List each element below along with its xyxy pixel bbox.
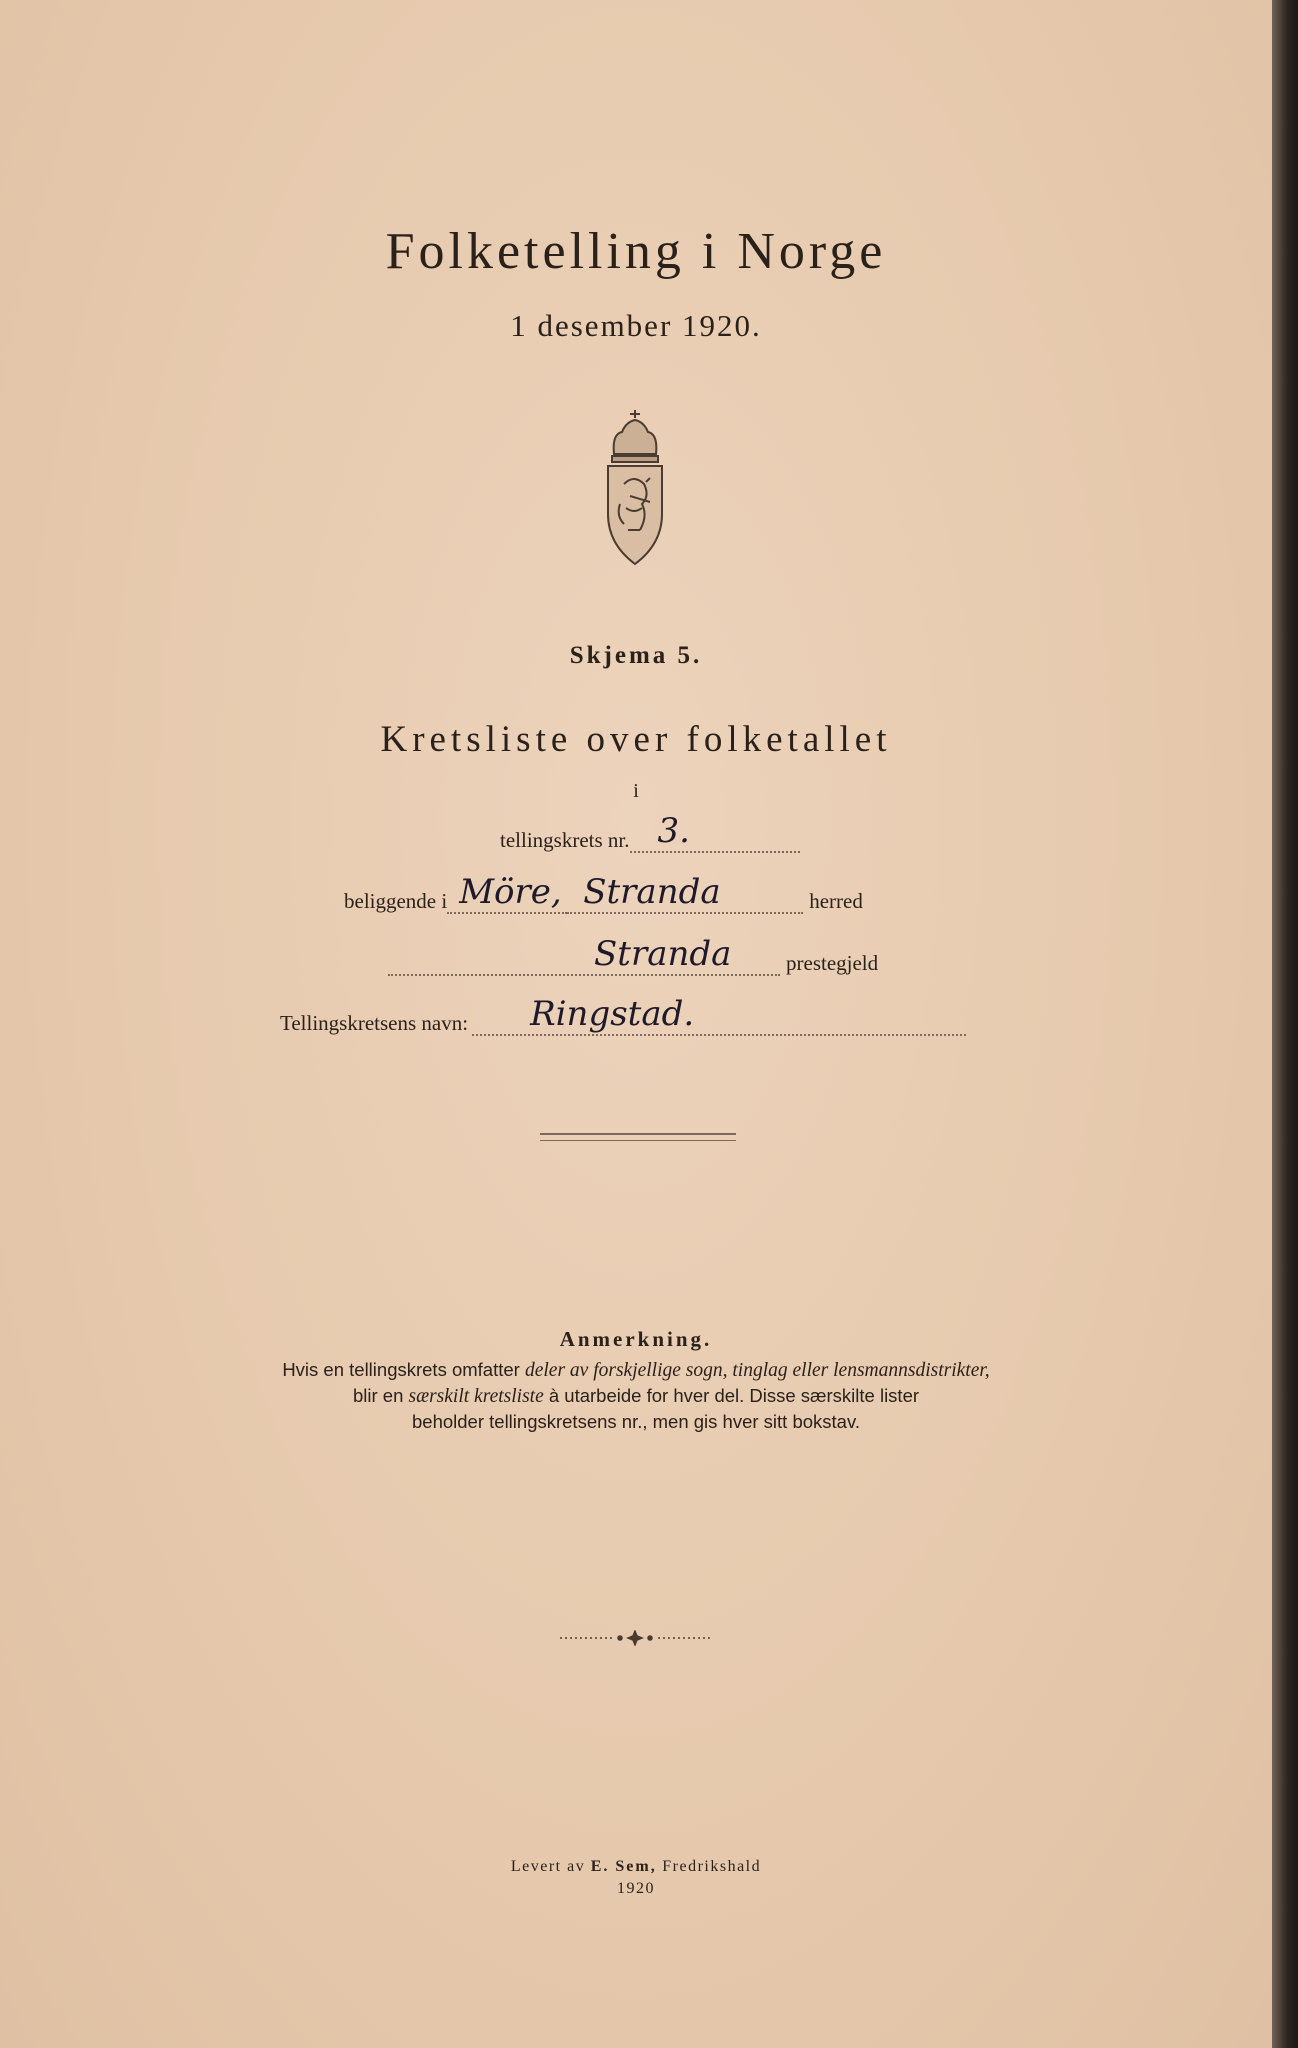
imprint-year: 1920 <box>617 1880 655 1897</box>
navn-field <box>472 994 966 1036</box>
note-line-2 <box>0 1383 1272 1409</box>
prestegjeld-row <box>388 934 879 976</box>
beliggende-field-county <box>447 872 567 914</box>
form-heading: Kretsliste over folketallet <box>380 719 892 760</box>
imprint-prefix: Levert av <box>510 1858 591 1875</box>
navn-label: Tellingskretsens navn: <box>280 1011 469 1035</box>
beliggende-field-herred <box>567 872 803 914</box>
note-line-2-rest: à utarbeide for hver del. Disse særskilte lister <box>543 1385 920 1406</box>
imprint-place: Fredrikshald <box>656 1858 762 1875</box>
note-line-1-plain: Hvis en tellingskrets omfatter <box>282 1359 525 1380</box>
navn-row <box>280 994 966 1036</box>
tellingskrets-value: 3. <box>657 811 690 851</box>
note-line-1 <box>0 1357 1272 1383</box>
note-text <box>0 1357 1272 1434</box>
census-date: 1 desember 1920. <box>510 308 762 343</box>
ornament-divider-icon <box>560 1630 710 1646</box>
beliggende-label: beliggende i <box>344 889 448 913</box>
page-title: Folketelling i Norge <box>385 223 887 280</box>
tellingskrets-row <box>500 811 800 853</box>
beliggende-row <box>344 872 863 914</box>
note-line-1-italic: deler av forskjellige sogn, tinglag eller lensmannsdistrikter, <box>524 1360 990 1381</box>
tellingskrets-field <box>630 811 800 853</box>
note-line-2-italic: særskilt kretsliste <box>408 1386 544 1407</box>
county-value: Möre, <box>459 872 562 912</box>
navn-value: Ringstad. <box>530 994 695 1034</box>
schema-label: Skjema 5. <box>569 642 703 669</box>
herred-value: Stranda <box>583 872 721 912</box>
preposition-i: i <box>633 780 639 802</box>
imprint-line <box>0 1856 1272 1878</box>
norwegian-coat-of-arms-icon <box>590 404 680 574</box>
prestegjeld-value: Stranda <box>594 934 732 974</box>
prestegjeld-field <box>388 934 780 976</box>
note-line-3: beholder tellingskretsens nr., men gis hver sitt bokstav. <box>412 1411 860 1432</box>
tellingskrets-label: tellingskrets nr. <box>500 828 630 852</box>
scan-edge <box>1272 0 1298 2048</box>
prestegjeld-label: prestegjeld <box>786 951 879 975</box>
note-title: Anmerkning. <box>559 1327 713 1351</box>
herred-label: herred <box>809 889 863 913</box>
note-line-2-plain: blir en <box>352 1385 409 1406</box>
printer-imprint <box>0 1856 1272 1900</box>
imprint-printer: E. Sem, <box>590 1858 657 1875</box>
divider-rule <box>540 1133 736 1141</box>
